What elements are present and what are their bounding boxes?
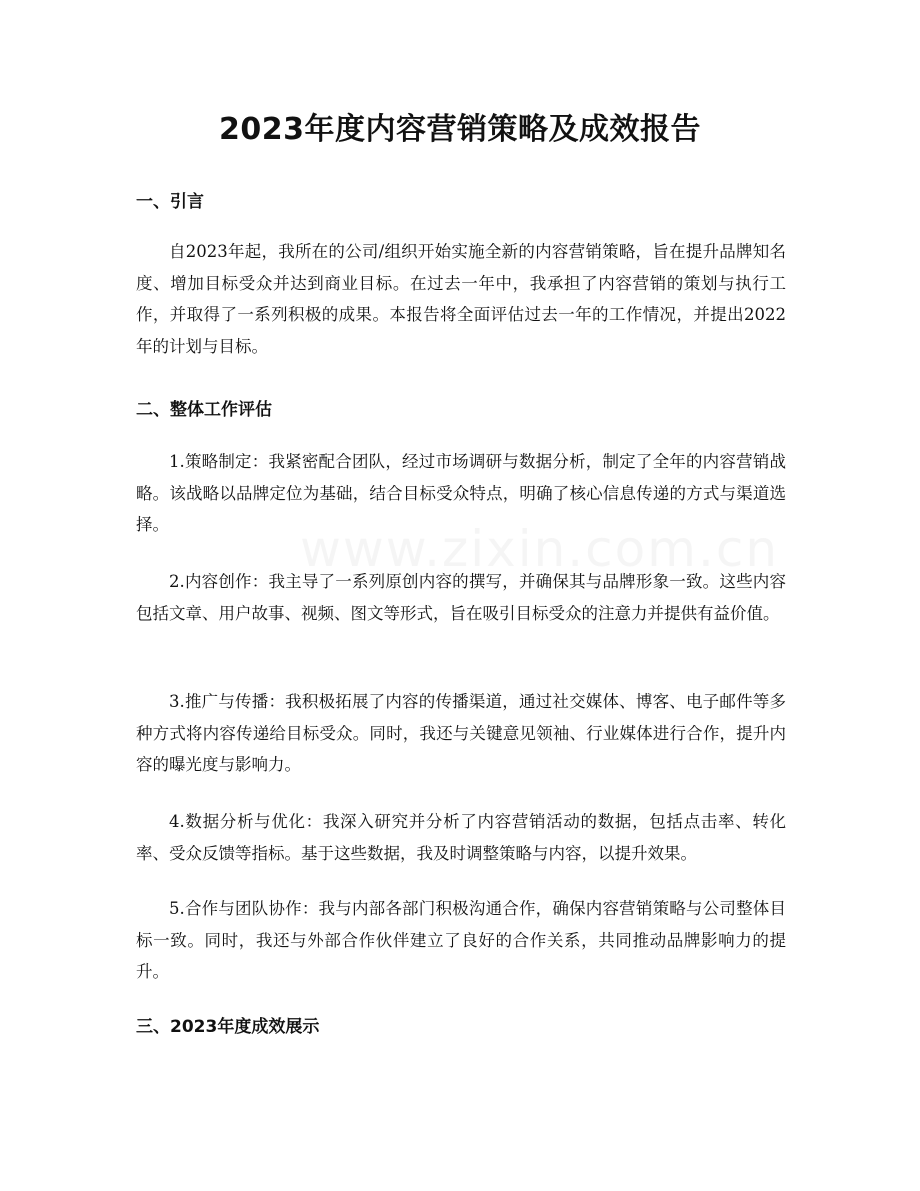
- evaluation-item-data-analysis: 4.数据分析与优化：我深入研究并分析了内容营销活动的数据，包括点击率、转化率、受众反馈等指标。基于这些数据，我及时调整策略与内容，以提升效果。: [136, 812, 786, 863]
- evaluation-item-content-creation: 2.内容创作：我主导了一系列原创内容的撰写，并确保其与品牌形象一致。这些内容包括文章、用户故事、视频、图文等形式，旨在吸引目标受众的注意力并提供有益价值。: [136, 572, 786, 623]
- watermark: www.zixin.com.cn: [300, 520, 780, 578]
- section-heading-introduction: 一、引言: [136, 192, 204, 212]
- evaluation-item-strategy: 1.策略制定：我紧密配合团队，经过市场调研与数据分析，制定了全年的内容营销战略。该战略以品牌定位为基础，结合目标受众特点，明确了核心信息传递的方式与渠道选择。: [136, 452, 786, 534]
- evaluation-item-promotion: 3.推广与传播：我积极拓展了内容的传播渠道，通过社交媒体、博客、电子邮件等多种方式将内容传递给目标受众。同时，我还与关键意见领袖、行业媒体进行合作，提升内容的曝光度与影响力。: [136, 692, 786, 774]
- section-heading-results: 三、2023年度成效展示: [136, 1017, 320, 1037]
- evaluation-item-collaboration: 5.合作与团队协作：我与内部各部门积极沟通合作，确保内容营销策略与公司整体目标一致。同时，我还与外部合作伙伴建立了良好的合作关系，共同推动品牌影响力的提升。: [136, 899, 786, 981]
- section-heading-overall-evaluation: 二、整体工作评估: [136, 400, 272, 420]
- document-title: 2023年度内容营销策略及成效报告: [219, 112, 701, 147]
- introduction-paragraph: 自2023年起，我所在的公司/组织开始实施全新的内容营销策略，旨在提升品牌知名度、增加目标受众并达到商业目标。在过去一年中，我承担了内容营销的策划与执行工作，并取得了一系列积极的成果。本报告将全面评估过去一年的工作情况，并提出2022年的计划与目标。: [136, 242, 786, 356]
